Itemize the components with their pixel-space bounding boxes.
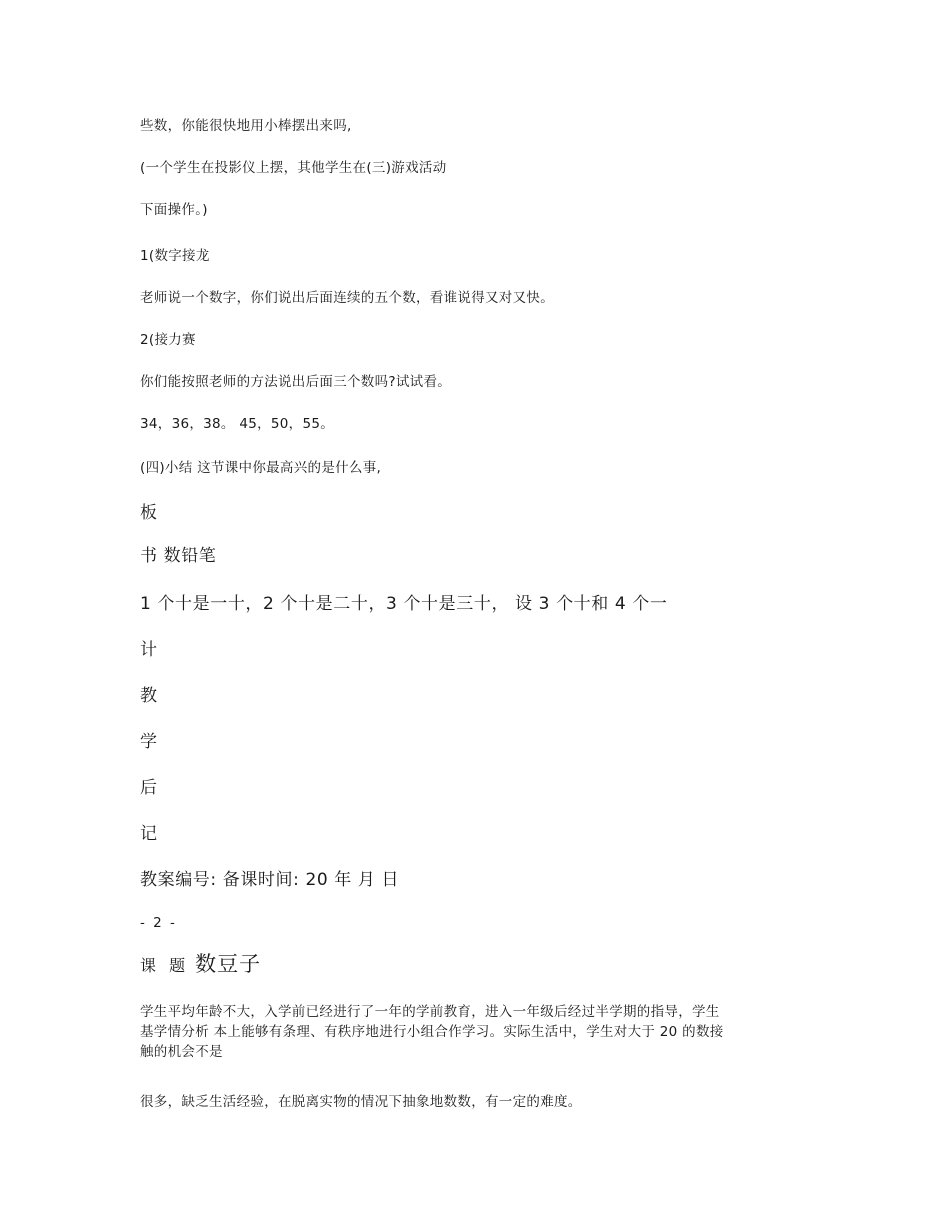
lesson-plan-header: 教案编号: 备课时间: 20 年 月 日 xyxy=(140,870,400,890)
notes-label: 记 xyxy=(140,824,158,844)
board-content: 1 个十是一十，2 个十是二十，3 个十是三十， 设 3 个十和 4 个一 xyxy=(140,594,668,614)
number-sequence: 34，36，38。 45，50，55。 xyxy=(140,416,335,432)
board-writing: 书 数铅笔 xyxy=(140,546,217,566)
text-line: 些数，你能很快地用小棒摆出来吗, xyxy=(140,118,352,134)
lesson-title: 数豆子 xyxy=(195,952,262,976)
text-line: 老师说一个数字，你们说出后面连续的五个数，看谁说得又对又快。 xyxy=(140,290,554,306)
analysis-line: 基学情分析 本上能够有条理、有秩序地进行小组合作学习。实际生活中，学生对大于 20 的数接 xyxy=(140,1024,724,1040)
page-number: - 2 - xyxy=(140,915,177,931)
summary-line: (四)小结 这节课中你最高兴的是什么事, xyxy=(140,460,382,476)
board-label: 板 xyxy=(140,503,158,523)
after-label: 后 xyxy=(140,778,158,798)
lesson-title-label: 课 题 xyxy=(140,956,190,975)
text-line: 下面操作。) xyxy=(140,202,208,218)
lesson-title-row xyxy=(140,952,261,977)
student-analysis-paragraph xyxy=(140,1002,820,1062)
text-line: 1(数字接龙 xyxy=(140,248,210,264)
design-label: 计 xyxy=(140,640,158,660)
analysis-line: 触的机会不是 xyxy=(140,1044,223,1060)
analysis-continuation: 很多，缺乏生活经验，在脱离实物的情况下抽象地数数，有一定的难度。 xyxy=(140,1094,582,1110)
text-line: (一个学生在投影仪上摆，其他学生在(三)游戏活动 xyxy=(140,160,447,176)
text-line: 你们能按照老师的方法说出后面三个数吗?试试看。 xyxy=(140,374,452,390)
learning-label: 学 xyxy=(140,732,158,752)
text-line: 2(接力赛 xyxy=(140,332,196,348)
teaching-label: 教 xyxy=(140,686,158,706)
analysis-line: 学生平均年龄不大，入学前已经进行了一年的学前教育，进入一年级后经过半学期的指导，学生 xyxy=(140,1004,720,1020)
